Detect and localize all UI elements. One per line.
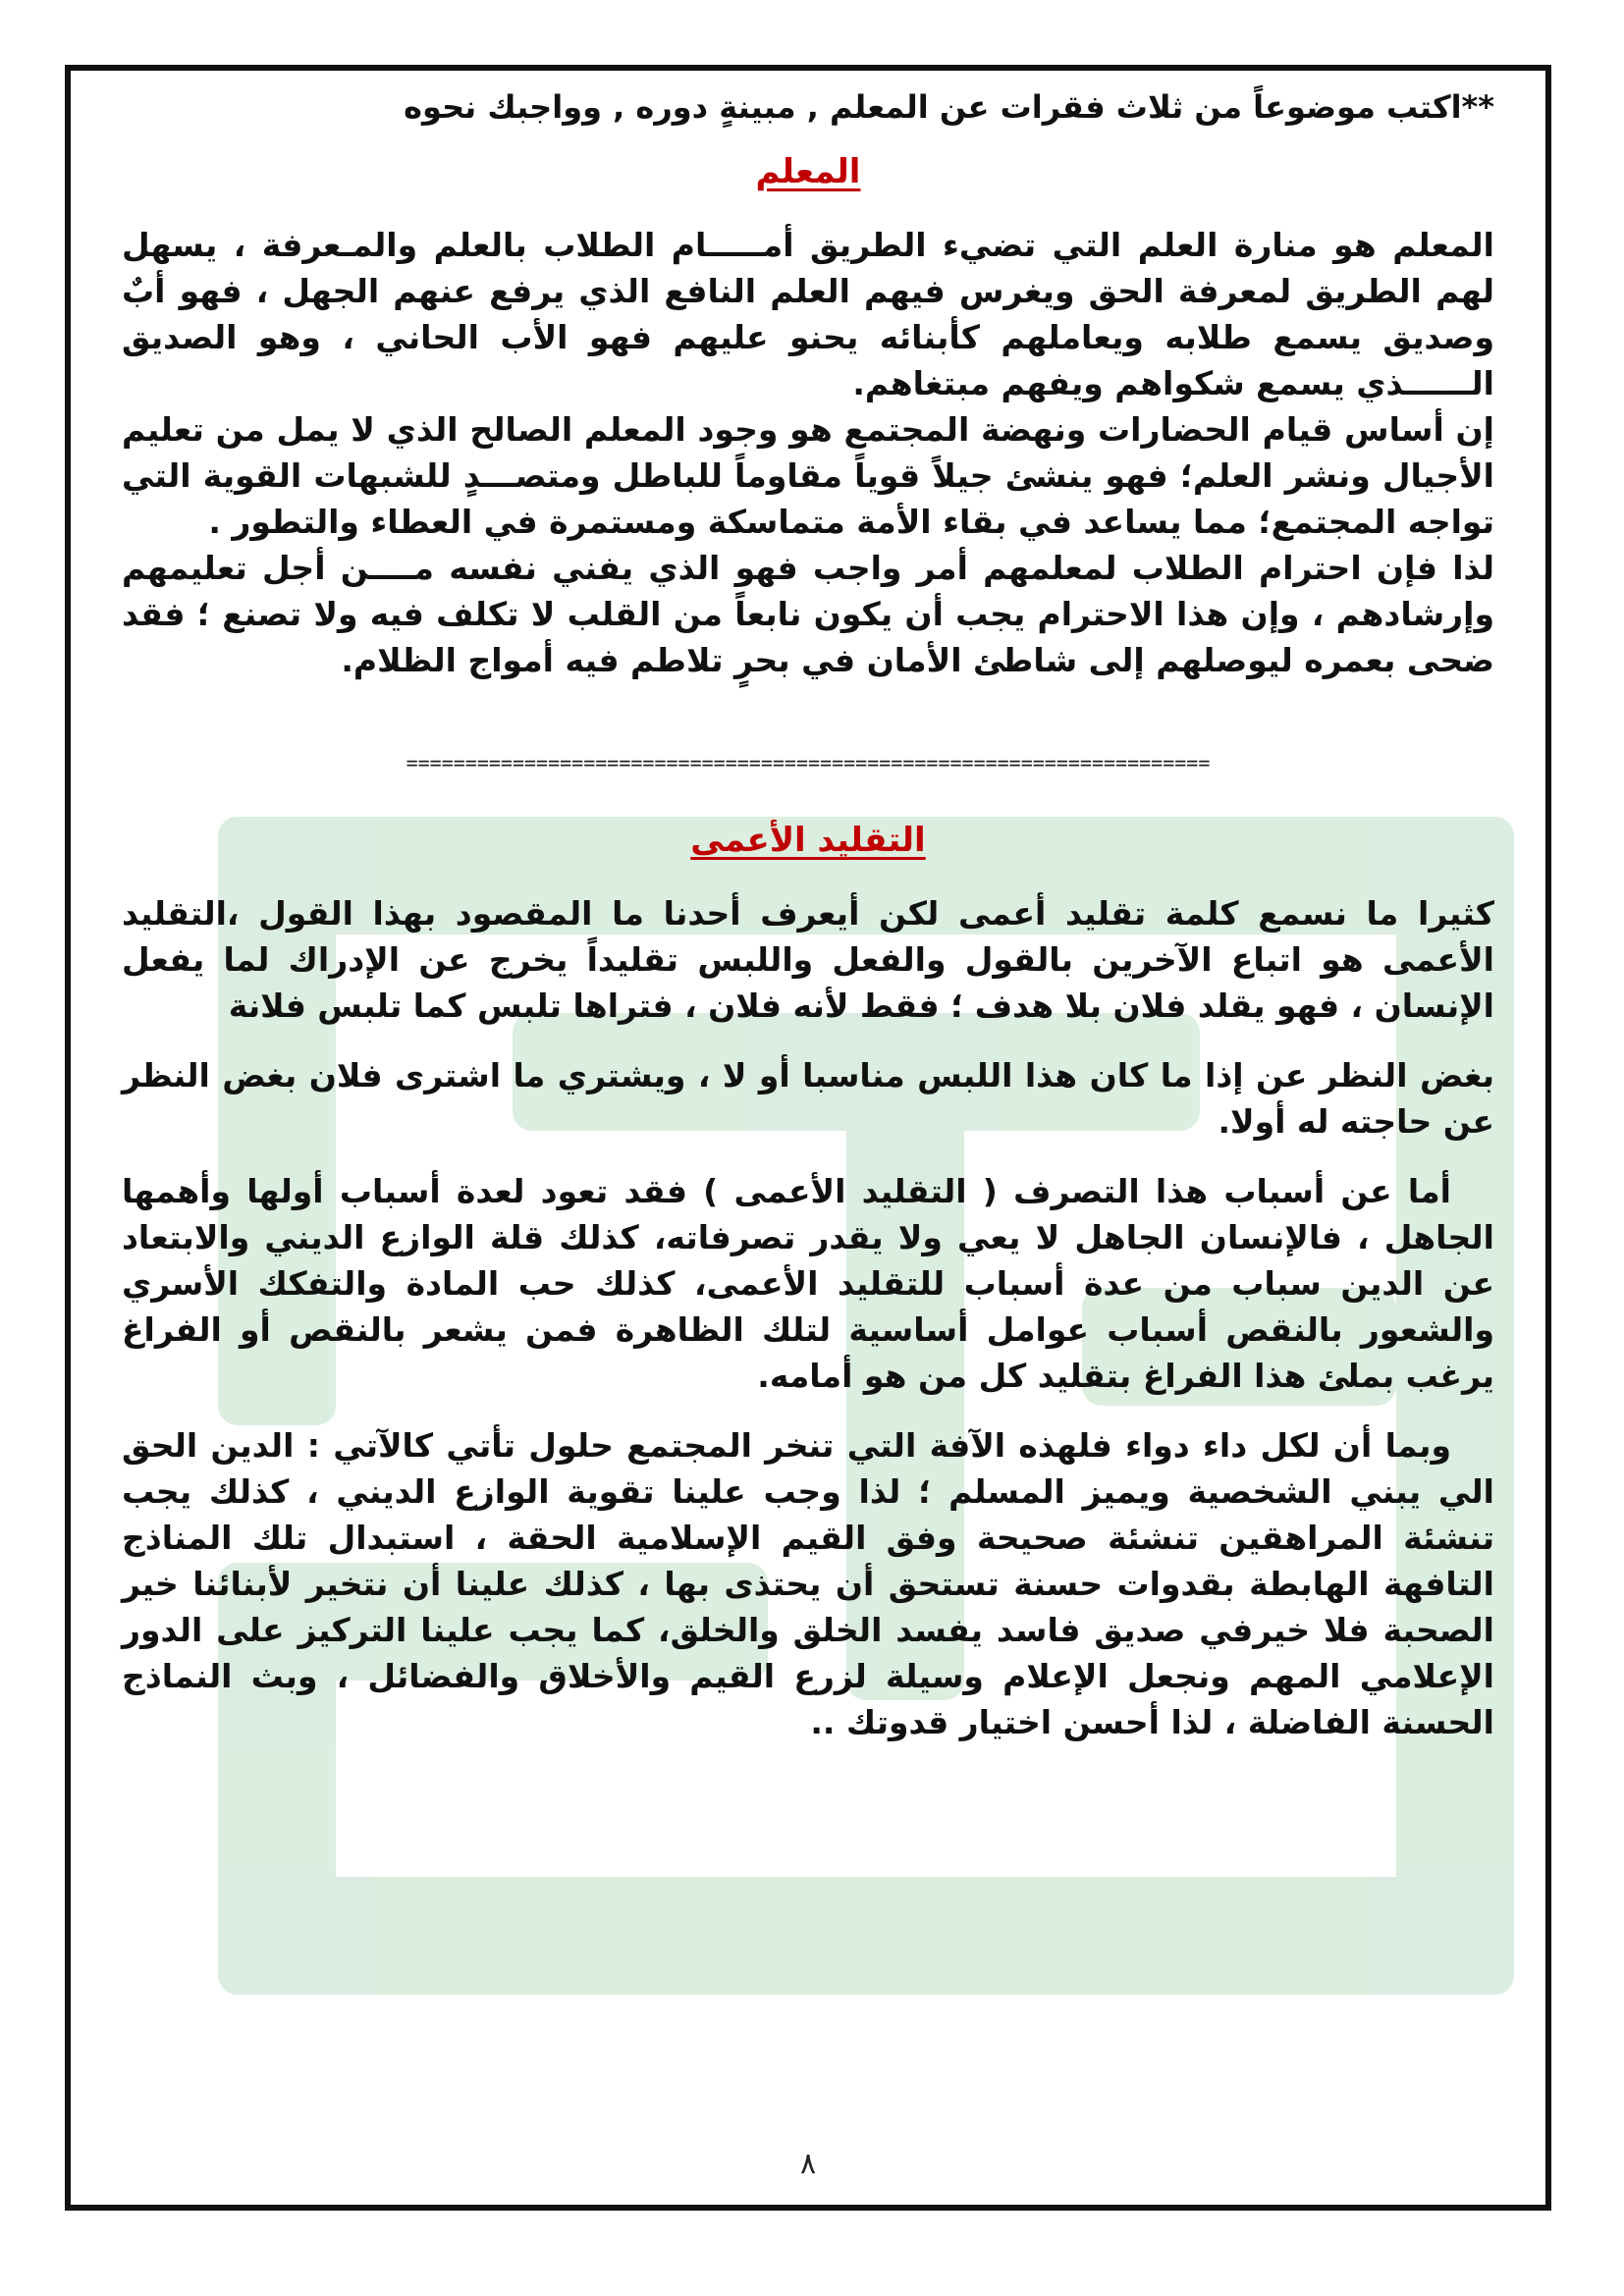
page-frame [65, 65, 1551, 2211]
section-divider: ==================================================================== [406, 751, 1211, 774]
imitation-paragraph-4: وبما أن لكل داء دواء فلهذه الآفة التي تنخر المجتمع حلول تأتي كالآتي : الدين الحق الي يبني الشخصية ويميز المسلم ؛ لذا وجب علينا تقوية الوازع الديني ، كذلك يجب تنشئة المراهقين تنشئة صحيحة وفق القيم الإسلامية الحقة ، استبدال تلك المناذج التافهة الهابطة بقدوات حسنة تستحق أن يحتذى بها ، كذلك علينا أن نتخير لأبنائنا خير الصحبة فلا خيرفي صديق فاسد يفسد الخلق والخلق، كما يجب علينا التركيز على الدور الإعلامي المهم ونجعل الإعلام وسيلة لزرع القيم والأخلاق والفضائل ، وبث النماذج الحسنة الفاضلة ، لذا أحسن اختيار قدوتك .. [122, 1426, 1494, 1741]
teacher-paragraph-2: إن أساس قيام الحضارات ونهضة المجتمع هو وجود المعلم الصالح الذي لا يمل من تعليم الأجيال ونشر العلم؛ فهو ينشئ جيلاً قوياً مقاوماً للباطل ومتصـــدٍ للشبهات القوية التي تواجه المجتمع؛ مما يساعد في بقاء الأمة متماسكة ومستمرة في العطاء والتطور . [122, 410, 1494, 541]
imitation-paragraph-1: كثيرا ما نسمع كلمة تقليد أعمى لكن أيعرف أحدنا ما المقصود بهذا القول ،التقليد الأعمى هو اتباع الآخرين بالقول والفعل واللبس تقليداً يخرج عن الإدراك لما يفعل الإنسان ، فهو يقلد فلان بلا هدف ؛ فقط لأنه فلان ، فتراها تلبس كما تلبس فلانة [122, 894, 1494, 1025]
teacher-paragraph-3: لذا فإن احترام الطلاب لمعلمهم أمر واجب فهو الذي يفني نفسه مــــن أجل تعليمهم وإرشادهم ، وإن هذا الاحترام يجب أن يكون نابعاً من القلب لا تكلف فيه ولا تصنع ؛ فقد ضحى بعمره ليوصلهم إلى شاطئ الأمان في بحرٍ تلاطم فيه أمواج الظلام. [122, 549, 1494, 679]
imitation-paragraph-2: بغض النظر عن إذا ما كان هذا اللبس مناسبا أو لا ، ويشتري ما اشترى فلان بغض النظر عن حاجته له أولا. [122, 1056, 1494, 1141]
document-content [71, 71, 1545, 1745]
section-title-teacher: المعلم [755, 152, 861, 191]
assignment-prompt: **اكتب موضوعاً من ثلاث فقرات عن المعلم , مبينةٍ دوره , وواجبك نحوه [404, 88, 1494, 126]
watermark-bar-bottom [218, 1877, 1514, 1995]
imitation-paragraph-3: أما عن أسباب هذا التصرف ( التقليد الأعمى ) فقد تعود لعدة أسباب أولها وأهمها الجاهل ، فالإنسان الجاهل لا يعي ولا يقدر تصرفاته، كذلك قلة الوازع الديني والابتعاد عن الدين سباب من عدة أسباب للتقليد الأعمى، كذلك حب المادة والتفكك الأسري والشعور بالنقص أسباب عوامل أساسية لتلك الظاهرة فمن يشعر بالنقص أو الفراغ يرغب بملئ هذا الفراغ بتقليد كل من هو أمامه. [122, 1172, 1494, 1395]
section-title-blind-imitation: التقليد الأعمى [690, 821, 926, 860]
page-number: ٨ [799, 2147, 817, 2181]
teacher-paragraph-1: المعلم هو منارة العلم التي تضيء الطريق أمـــــام الطلاب بالعلم والمـعرفة ، يسهل لهم الطريق لمعرفة الحق ويغرس فيهم العلم النافع الذي يرفع عنهم الجهل ، فهو أبٌ وصديق يسمع طلابه ويعاملهم كأبنائه يحنو عليهم فهو الأب الحاني ، وهو الصديق الــــــذي يسمع شكواهم ويفهم مبتغاهم. [122, 226, 1494, 402]
